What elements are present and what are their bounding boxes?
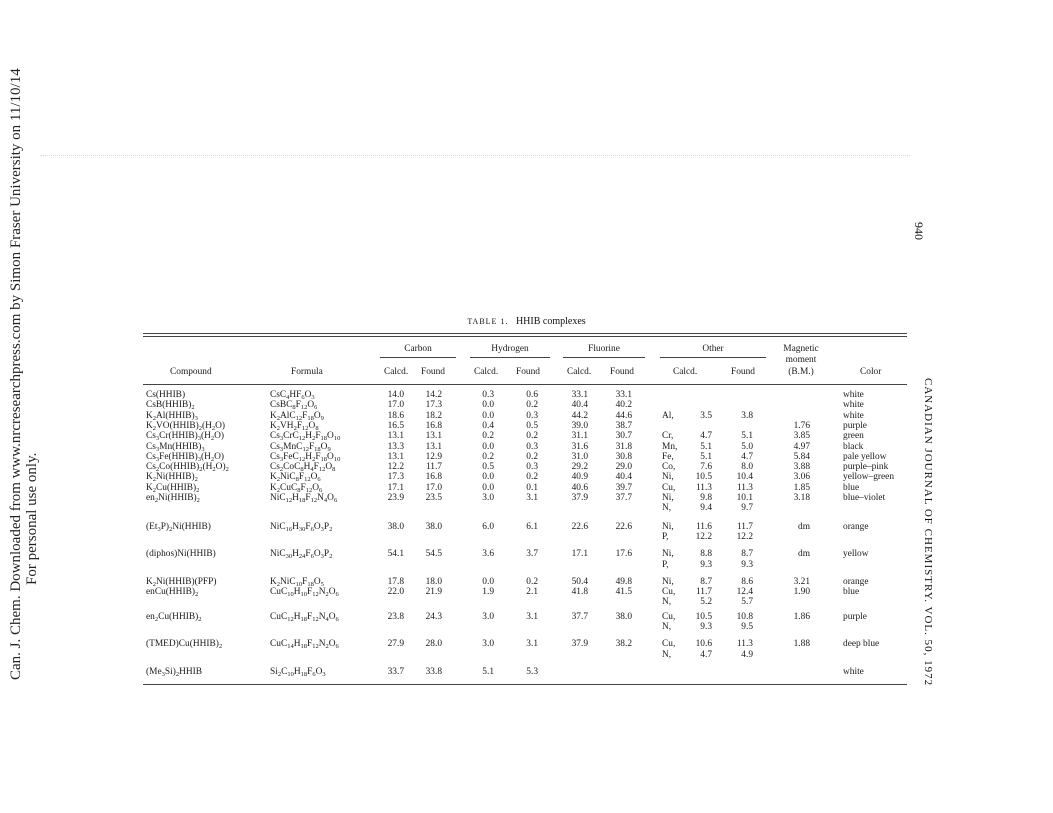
h-found-cell: 0.3 [526,441,538,452]
other-element-cell: Ni, [662,521,674,532]
color-cell: blue–violet [843,493,886,503]
formula-cell: $K_2CuC_8F_{12}O_6$ [270,482,323,494]
f-calcd-cell: 44.2 [571,410,588,421]
other-calcd-cell: 8.7 [700,576,712,587]
h-calcd-cell: 0.0 [482,410,494,421]
other-calcd-header: Calcd. [673,367,698,377]
color-cell: orange [843,521,869,532]
other-calcd-cell: 9.4 [700,503,712,514]
h-found-cell: 6.1 [526,521,538,532]
color-cell: yellow [843,549,869,560]
c-calcd-cell: 38.0 [387,521,404,532]
compound-cell: $(Me_3Si)_2HHIB$ [146,666,202,678]
h-calcd-cell: 0.2 [482,451,494,462]
other-calcd-cell: 11.7 [695,587,712,598]
compound-cell: $en_2Ni(HHIB)_2$ [146,493,200,504]
compound-cell: $K_2VO(HHIB)_2(H_2O)$ [146,420,226,432]
other-calcd-cell: 11.6 [695,521,712,532]
magnetic-header-2: moment [785,355,817,365]
h-found-cell: 0.5 [526,420,538,431]
other-calcd-cell: 5.1 [700,441,712,452]
other-element-cell: P, [662,559,669,570]
other-element-cell: P, [662,531,669,542]
other-element-cell: Co, [662,462,676,473]
formula-cell: $NiC_{12}H_{18}F_{12}N_4O_6$ [270,493,338,504]
other-element-cell: Ni, [662,549,674,560]
h-calcd-cell: 0.5 [482,462,494,473]
other-calcd-cell: 8.8 [700,549,712,560]
formula-cell: $CsBC_8F_{12}O_6$ [270,400,318,412]
magnetic-moment-cell: 3.18 [793,493,810,503]
color-cell: white [843,666,864,677]
f-calcd-cell: 41.8 [571,587,588,598]
other-element-cell: Cu, [662,639,676,650]
c-found-cell: 13.1 [425,441,442,452]
h-found-cell: 0.6 [526,390,538,400]
other-element-cell: Cr, [662,431,674,442]
color-cell: purple–pink [843,462,889,473]
formula-cell: $NiC_{16}H_{30}F_6O_3P_2$ [270,521,333,533]
c-found-cell: 17.0 [425,482,442,493]
h-found-cell: 3.7 [526,549,538,560]
f-calcd-cell: 37.9 [571,493,588,503]
color-cell: orange [843,576,869,587]
other-found-cell: 9.7 [741,503,753,514]
other-element-cell: Al, [662,410,674,421]
magnetic-moment-cell: dm [798,549,810,560]
f-calcd-cell: 29.2 [571,462,588,473]
other-element-cell: Fe, [662,451,674,462]
other-found-cell: 8.7 [741,549,753,560]
c-found-cell: 16.8 [425,420,442,431]
f-found-cell: 40.4 [615,472,632,483]
f-found-cell: 39.7 [615,482,632,493]
c-found-cell: 18.2 [425,410,442,421]
other-found-cell: 8.0 [741,462,753,473]
h-calcd-cell: 6.0 [482,521,494,532]
f-found-cell: 38.7 [615,420,632,431]
other-element-cell: N, [662,503,672,514]
formula-cell: $Cs_3CrC_{12}H_2F_{18}O_{10}$ [270,431,341,443]
c-calcd-cell: 12.2 [387,462,404,473]
color-cell: black [843,441,864,452]
other-calcd-cell: 9.3 [700,622,712,632]
magnetic-header-3: (B.M.) [788,367,814,377]
compound-cell: $K_2Ni(HHIB)(PFP)$ [146,576,217,588]
formula-cell: $K_2VH_2F_{12}O_8$ [270,420,319,432]
compound-cell: (diphos)Ni(HHIB) [146,549,216,560]
magnetic-moment-cell: 1.90 [793,587,810,598]
h-found-cell: 0.3 [526,462,538,473]
h-calcd-cell: 0.0 [482,482,494,493]
other-calcd-cell: 4.7 [700,431,712,442]
f-calcd-cell: 31.0 [571,451,588,462]
c-calcd-cell: 23.8 [387,611,404,622]
h-found-cell: 0.2 [526,472,538,483]
other-calcd-cell: 5.1 [700,451,712,462]
c-calcd-cell: 27.9 [387,639,404,650]
c-found-cell: 18.0 [425,576,442,587]
c-calcd-cell: 17.1 [387,482,404,493]
c-found-cell: 14.2 [425,390,442,400]
other-found-cell: 4.7 [741,451,753,462]
f-found-cell: 41.5 [615,587,632,598]
h-found-cell: 0.3 [526,410,538,421]
h-calcd-cell: 0.0 [482,576,494,587]
color-cell: deep blue [843,639,880,650]
other-found-cell: 3.8 [741,410,753,421]
other-found-cell: 9.3 [741,559,753,570]
other-calcd-cell: 3.5 [700,410,712,421]
f-found-cell: 49.8 [615,576,632,587]
hydrogen-group-rule [470,357,550,358]
c-found-cell: 28.0 [425,639,442,650]
h-calcd-cell: 0.0 [482,441,494,452]
compound-cell: $K_2Cu(HHIB)_2$ [146,482,200,494]
table-caption-label: TABLE 1. [467,317,509,326]
formula-cell: $CuC_{10}H_{10}F_{12}N_2O_6$ [270,587,339,599]
other-found-header: Found [731,367,755,377]
c-found-cell: 54.5 [425,549,442,560]
c-found-cell: 16.8 [425,472,442,483]
compound-cell: $K_2Ni(HHIB)_2$ [146,472,198,484]
compound-cell: $Cs_3Cr(HHIB)_3(H_2O)$ [146,431,225,443]
other-group-rule [660,357,766,358]
c-calcd-cell: 13.3 [387,441,404,452]
other-element-cell: Cu, [662,587,676,598]
c-calcd-cell: 13.1 [387,451,404,462]
other-found-cell: 4.9 [741,649,753,660]
f-found-cell: 38.0 [615,611,632,622]
f-calcd-cell: 33.1 [571,390,588,400]
other-calcd-cell: 7.6 [700,462,712,473]
compound-cell: $K_2Al(HHIB)_3$ [146,410,198,422]
magnetic-moment-cell: 1.76 [793,420,810,431]
h-found-cell: 5.3 [526,666,538,677]
magnetic-header-1: Magnetic [783,344,819,354]
h-found-cell: 0.2 [526,400,538,411]
table-caption-title: HHIB complexes [515,316,586,327]
magnetic-moment-cell: dm [798,521,810,532]
compound-cell: $Cs_2Co(HHIB)_2(H_2O)_2$ [146,462,229,474]
hydrogen-header: Hydrogen [491,344,529,354]
color-cell: purple [843,611,867,622]
f-found-cell: 30.7 [615,431,632,442]
other-found-cell: 11.3 [736,639,753,650]
c-found-cell: 12.9 [425,451,442,462]
f-calcd-cell: 40.4 [571,400,588,411]
h-calcd-cell: 3.0 [482,493,494,503]
hydrogen-calcd-header: Calcd. [474,367,499,377]
f-found-cell: 33.1 [615,390,632,400]
other-found-cell: 5.7 [741,597,753,608]
h-calcd-cell: 0.0 [482,472,494,483]
h-calcd-cell: 0.3 [482,390,494,400]
h-found-cell: 2.1 [526,587,538,598]
h-found-cell: 0.1 [526,482,538,493]
magnetic-moment-cell: 1.86 [793,611,810,622]
bottom-rule [143,684,907,685]
c-found-cell: 21.9 [425,587,442,598]
magnetic-moment-cell: 3.06 [793,472,810,483]
f-calcd-cell: 17.1 [571,549,588,560]
formula-cell: $K_2AlC_{12}F_{18}O_9$ [270,410,324,422]
formula-cell: $CuC_{14}H_{18}F_{12}N_2O_6$ [270,639,339,651]
f-calcd-cell: 22.6 [571,521,588,532]
formula-cell: $Si_2C_{10}H_{18}F_6O_3$ [270,666,326,678]
other-found-cell: 5.1 [741,431,753,442]
h-found-cell: 3.1 [526,639,538,650]
carbon-found-header: Found [421,367,445,377]
h-calcd-cell: 1.9 [482,587,494,598]
other-found-cell: 8.6 [741,576,753,587]
carbon-calcd-header: Calcd. [384,367,409,377]
h-found-cell: 3.1 [526,611,538,622]
formula-cell: $Cs_3MnC_{12}F_{18}O_9$ [270,441,331,453]
other-found-cell: 10.4 [736,472,753,483]
compound-cell: $Cs_3Mn(HHIB)_3$ [146,441,205,453]
color-cell: white [843,400,864,411]
h-found-cell: 0.2 [526,431,538,442]
f-calcd-cell: 31.1 [571,431,588,442]
magnetic-moment-cell: 1.88 [793,639,810,650]
compound-cell: $(TMED)Cu(HHIB)_2$ [146,639,223,651]
top-rule [143,333,907,334]
other-element-cell: N, [662,597,672,608]
color-cell: blue [843,482,860,493]
h-calcd-cell: 0.0 [482,400,494,411]
carbon-group-rule [380,357,456,358]
color-header: Color [860,367,882,377]
c-calcd-cell: 17.8 [387,576,404,587]
h-calcd-cell: 5.1 [482,666,494,677]
other-element-cell: Ni, [662,576,674,587]
c-calcd-cell: 14.0 [387,390,404,400]
formula-cell: $NiC_{30}H_{24}F_6O_3P_2$ [270,549,333,561]
other-element-cell: Cu, [662,611,676,622]
compound-cell: $en_2Cu(HHIB)_2$ [146,611,202,623]
fluorine-calcd-header: Calcd. [567,367,592,377]
f-calcd-cell: 40.9 [571,472,588,483]
c-found-cell: 23.5 [425,493,442,503]
f-found-cell: 22.6 [615,521,632,532]
c-calcd-cell: 22.0 [387,587,404,598]
c-found-cell: 24.3 [425,611,442,622]
magnetic-moment-cell: 3.88 [793,462,810,473]
h-calcd-cell: 3.0 [482,611,494,622]
color-cell: purple [843,420,867,431]
h-found-cell: 0.2 [526,451,538,462]
formula-cell: $K_2NiC_8F_{12}O_6$ [270,472,321,484]
other-element-cell: N, [662,622,672,632]
carbon-header: Carbon [404,344,432,354]
other-calcd-cell: 9.3 [700,559,712,570]
h-calcd-cell: 0.4 [482,420,494,431]
other-element-cell: Cu, [662,482,676,493]
formula-cell: $CuC_{12}H_{18}F_{12}N_4O_6$ [270,611,339,623]
top-rule-double [143,336,907,337]
other-calcd-cell: 10.5 [695,472,712,483]
color-cell: white [843,390,864,400]
h-found-cell: 3.1 [526,493,538,503]
other-found-cell: 11.7 [736,521,753,532]
h-found-cell: 0.2 [526,576,538,587]
c-found-cell: 13.1 [425,431,442,442]
h-calcd-cell: 0.2 [482,431,494,442]
c-calcd-cell: 54.1 [387,549,404,560]
page-number: 940 [912,222,926,240]
f-found-cell: 44.6 [615,410,632,421]
magnetic-moment-cell: 3.85 [793,431,810,442]
other-found-cell: 12.4 [736,587,753,598]
other-found-cell: 10.1 [736,493,753,503]
c-calcd-cell: 17.0 [387,400,404,411]
f-found-cell: 30.8 [615,451,632,462]
compound-cell: $enCu(HHIB)_2$ [146,587,199,599]
other-found-cell: 5.0 [741,441,753,452]
c-calcd-cell: 23.9 [387,493,404,503]
other-found-cell: 11.3 [736,482,753,493]
color-cell: blue [843,587,860,598]
f-found-cell: 37.7 [615,493,632,503]
c-found-cell: 38.0 [425,521,442,532]
other-calcd-cell: 9.8 [700,493,712,503]
running-head: CANADIAN JOURNAL OF CHEMISTRY. VOL. 50, 1972 [922,378,934,687]
formula-cell: $K_2NiC_{10}F_{18}O_5$ [270,576,324,588]
hydrogen-found-header: Found [516,367,540,377]
other-element-cell: Ni, [662,493,674,503]
f-calcd-cell: 40.6 [571,482,588,493]
other-element-cell: N, [662,649,672,660]
f-found-cell: 17.6 [615,549,632,560]
other-calcd-cell: 12.2 [695,531,712,542]
magnetic-moment-cell: 5.84 [793,451,810,462]
compound-header: Compound [170,367,212,377]
download-notice: Can. J. Chem. Downloaded from www.nrcresearchpress.com by Simon Fraser University on 11/10/14 [8,68,24,680]
c-found-cell: 11.7 [425,462,442,473]
other-found-cell: 9.5 [741,622,753,632]
personal-use-notice: For personal use only. [24,452,40,585]
h-calcd-cell: 3.6 [482,549,494,560]
c-calcd-cell: 16.5 [387,420,404,431]
other-calcd-cell: 4.7 [700,649,712,660]
f-calcd-cell: 37.7 [571,611,588,622]
color-cell: yellow–green [843,472,895,483]
other-element-cell: Mn, [662,441,678,452]
other-calcd-cell: 10.5 [695,611,712,622]
other-found-cell: 12.2 [736,531,753,542]
formula-cell: $CsC_4HF_6O_3$ [270,390,315,401]
c-calcd-cell: 17.3 [387,472,404,483]
other-header: Other [702,344,724,354]
f-calcd-cell: 50.4 [571,576,588,587]
other-found-cell: 10.8 [736,611,753,622]
f-calcd-cell: 39.0 [571,420,588,431]
magnetic-moment-cell: 3.21 [793,576,810,587]
fluorine-found-header: Found [610,367,634,377]
c-found-cell: 33.8 [425,666,442,677]
f-calcd-cell: 37.9 [571,639,588,650]
other-calcd-cell: 5.2 [700,597,712,608]
other-calcd-cell: 10.6 [695,639,712,650]
compound-cell: $(Et_3P)_2Ni(HHIB)$ [146,521,211,533]
formula-header: Formula [291,367,323,377]
f-calcd-cell: 31.6 [571,441,588,452]
f-found-cell: 40.2 [615,400,632,411]
f-found-cell: 38.2 [615,639,632,650]
c-found-cell: 17.3 [425,400,442,411]
magnetic-moment-cell: 1.85 [793,482,810,493]
header-rule [143,384,907,385]
other-element-cell: Ni, [662,472,674,483]
formula-cell: $Cs_3FeC_{12}H_2F_{18}O_{10}$ [270,451,341,463]
c-calcd-cell: 13.1 [387,431,404,442]
other-calcd-cell: 11.3 [695,482,712,493]
formula-cell: $Cs_2CoC_8H_4F_{12}O_8$ [270,462,336,474]
fluorine-group-rule [563,357,645,358]
fluorine-header: Fluorine [588,344,620,354]
color-cell: pale yellow [843,451,887,462]
h-calcd-cell: 3.0 [482,639,494,650]
f-found-cell: 29.0 [615,462,632,473]
f-found-cell: 31.8 [615,441,632,452]
color-cell: white [843,410,864,421]
color-cell: green [843,431,864,442]
compound-cell: $CsB(HHIB)_2$ [146,400,195,412]
compound-cell: Cs(HHIB) [146,390,186,400]
compound-cell: $Cs_3Fe(HHIB)_3(H_2O)$ [146,451,225,463]
c-calcd-cell: 33.7 [387,666,404,677]
c-calcd-cell: 18.6 [387,410,404,421]
magnetic-moment-cell: 4.97 [793,441,810,452]
